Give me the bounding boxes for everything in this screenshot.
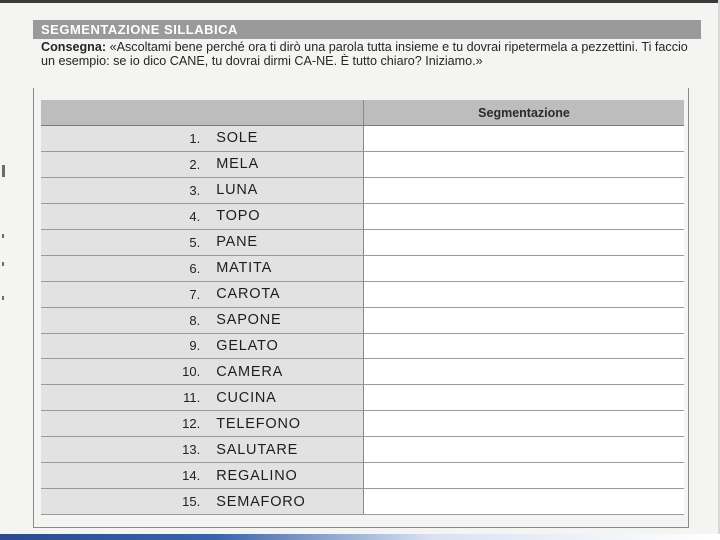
word-cell: LUNA	[202, 177, 363, 203]
row-number-cell	[41, 281, 202, 307]
row-number-cell	[41, 126, 202, 152]
word-cell: TELEFONO	[202, 411, 363, 437]
row-number-cell	[41, 333, 202, 359]
row-number: 14.	[182, 468, 201, 484]
table-row	[41, 281, 684, 307]
table-row	[41, 307, 684, 333]
word-cell: CAROTA	[202, 281, 363, 307]
segmentation-column-header: Segmentazione	[364, 100, 685, 126]
word-cell: CUCINA	[202, 385, 363, 411]
table-row	[41, 411, 684, 437]
segmentation-answer-cell[interactable]	[364, 281, 685, 307]
segmentation-answer-cell[interactable]	[364, 126, 685, 152]
word-cell: SEMAFORO	[202, 489, 363, 515]
table-row	[41, 203, 684, 229]
margin-mark	[2, 296, 4, 300]
row-number-cell	[41, 151, 202, 177]
row-number: 15.	[182, 494, 201, 510]
table-row	[41, 437, 684, 463]
row-number-cell	[41, 177, 202, 203]
segmentation-table	[41, 100, 684, 515]
row-number: 9.	[189, 338, 201, 354]
table-row	[41, 359, 684, 385]
segmentation-answer-cell[interactable]	[364, 307, 685, 333]
section-title: SEGMENTAZIONE SILLABICA	[33, 20, 701, 39]
row-number: 5.	[189, 234, 201, 250]
segmentation-answer-cell[interactable]	[364, 385, 685, 411]
row-number-cell	[41, 255, 202, 281]
word-cell: GELATO	[202, 333, 363, 359]
row-number-cell	[41, 203, 202, 229]
row-number: 8.	[189, 312, 201, 328]
instructions-text	[41, 40, 696, 68]
table-row	[41, 126, 684, 152]
row-number: 10.	[182, 364, 201, 380]
table-row	[41, 255, 684, 281]
bottom-bar	[0, 534, 720, 540]
row-number-cell	[41, 229, 202, 255]
segmentation-answer-cell[interactable]	[364, 229, 685, 255]
row-number: 3.	[189, 182, 201, 198]
word-cell: SOLE	[202, 126, 363, 152]
instructions-body: «Ascoltami bene perché ora ti dirò una parola tutta insieme e tu dovrai ripetermela a pezzettini. Ti faccio un esempio: se io dico CANE, tu dovrai dirmi CA-NE. È tutto chiaro? Iniziamo.»	[41, 40, 688, 68]
margin-mark	[2, 234, 4, 238]
margin-mark	[2, 165, 5, 177]
table-row	[41, 177, 684, 203]
segmentation-answer-cell[interactable]	[364, 255, 685, 281]
word-column-header	[41, 100, 364, 126]
row-number: 12.	[182, 416, 201, 432]
segmentation-answer-cell[interactable]	[364, 411, 685, 437]
table-row	[41, 333, 684, 359]
row-number: 2.	[189, 156, 201, 172]
segmentation-answer-cell[interactable]	[364, 437, 685, 463]
segmentation-answer-cell[interactable]	[364, 463, 685, 489]
row-number: 13.	[182, 442, 201, 458]
table-row	[41, 385, 684, 411]
word-cell: MELA	[202, 151, 363, 177]
top-border	[0, 0, 720, 3]
row-number-cell	[41, 385, 202, 411]
row-number-cell	[41, 359, 202, 385]
row-number: 1.	[189, 130, 201, 146]
row-number-cell	[41, 437, 202, 463]
row-number: 7.	[189, 286, 201, 302]
row-number-cell	[41, 307, 202, 333]
word-cell: SALUTARE	[202, 437, 363, 463]
segmentation-answer-cell[interactable]	[364, 203, 685, 229]
row-number: 4.	[189, 208, 201, 224]
table-row	[41, 489, 684, 515]
segmentation-answer-cell[interactable]	[364, 333, 685, 359]
row-number: 6.	[189, 260, 201, 276]
word-cell: SAPONE	[202, 307, 363, 333]
row-number-cell	[41, 463, 202, 489]
table-header-row	[41, 100, 684, 126]
segmentation-answer-cell[interactable]	[364, 359, 685, 385]
segmentation-answer-cell[interactable]	[364, 489, 685, 515]
table-row	[41, 151, 684, 177]
segmentation-answer-cell[interactable]	[364, 151, 685, 177]
segmentation-answer-cell[interactable]	[364, 177, 685, 203]
word-cell: PANE	[202, 229, 363, 255]
row-number-cell	[41, 489, 202, 515]
row-number-cell	[41, 411, 202, 437]
word-cell: TOPO	[202, 203, 363, 229]
table-row	[41, 229, 684, 255]
margin-mark	[2, 262, 4, 266]
word-cell: REGALINO	[202, 463, 363, 489]
instructions-label: Consegna:	[41, 40, 107, 54]
word-cell: CAMERA	[202, 359, 363, 385]
table-row	[41, 463, 684, 489]
word-cell: MATITA	[202, 255, 363, 281]
row-number: 11.	[183, 390, 201, 406]
